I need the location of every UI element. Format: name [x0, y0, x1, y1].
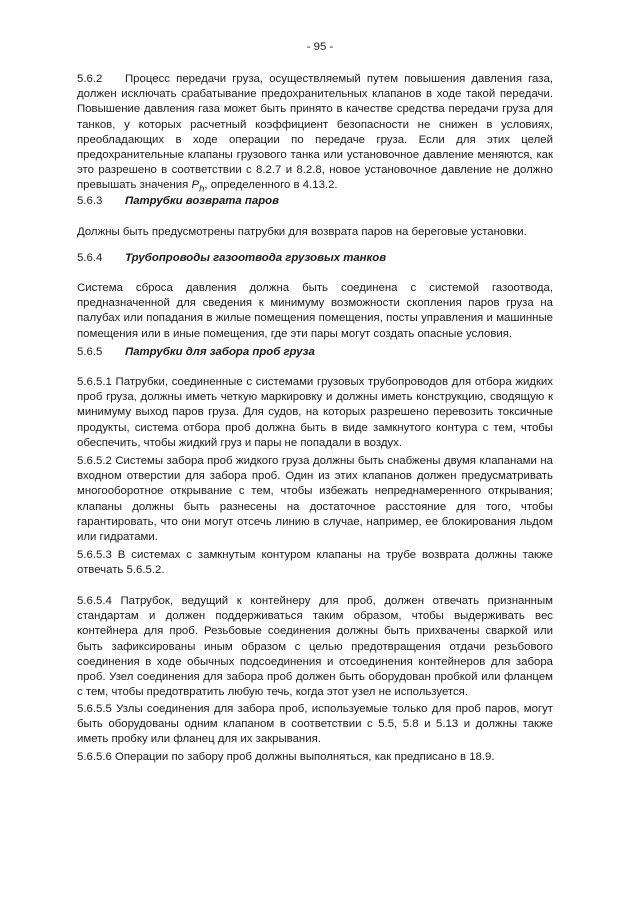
- paragraph-5-6-5-2: 5.6.5.2 Системы забора проб жидкого груза должны быть снабжены двумя клапанами на входном отверстии для забора проб. Один из этих клапанов должен предусматривать многооборотное открывание с тем, чтобы избежать непреднамеренного открывания; клапаны должны быть разнесены на достаточное расстояние для того, чтобы гарантировать, что они могут отсечь линию в случае, например, ее блокирования льдом или гидратами.: [77, 455, 553, 544]
- heading-5-6-4: [77, 251, 553, 266]
- paragraph-5-6-3: Должны быть предусмотрены патрубки для возврата паров на береговые установки.: [77, 226, 527, 238]
- heading-title: Патрубки возврата паров: [125, 195, 279, 207]
- paragraph-5-6-5-1: 5.6.5.1 Патрубки, соединенные с системами грузовых трубопроводов для отбора жидких проб груза, должны иметь четкую маркировку и должны иметь конструкцию, сводящую к минимуму выход паров груза. Для судов, на которых разрешено перевозить токсичные продукты, система отбора проб должна быть в виде замкнутого контура с тем, чтобы обеспечить, чтобы жидкий груз и пары не попадали в воздух.: [77, 376, 553, 449]
- heading-number: 5.6.3: [77, 195, 103, 207]
- paragraph-number: 5.6.2: [77, 73, 103, 85]
- paragraph-5-6-5-6: 5.6.5.6 Операции по забору проб должны выполняться, как предписано в 18.9.: [77, 751, 495, 763]
- paragraph-5-6-4: Система сброса давления должна быть соединена с системой газоотвода, предназначенной для сведения к минимуму возможности скопления паров груза на палубах или попадания в жилые помещения помещения, посты управления и машинные помещения или в иные помещения, где эти пары могут создать опасные условия.: [77, 282, 553, 340]
- paragraph-5-6-2: [77, 72, 553, 197]
- symbol-subscript: h: [199, 183, 205, 195]
- paragraph-5-6-5-3: 5.6.5.3 В системах с замкнутым контуром клапаны на трубе возврата должны также отвечать 5.6.5.2.: [77, 549, 553, 577]
- symbol-p: P: [191, 179, 200, 192]
- paragraph-text-end: , определенного в 4.13.2.: [204, 179, 338, 192]
- heading-number: 5.6.4: [77, 252, 103, 264]
- paragraph-5-6-5-4: 5.6.5.4 Патрубок, ведущий к контейнеру для проб, должен отвечать признанным стандартам и должен поддерживаться таким образом, чтобы выдерживать вес контейнера для проб. Резьбовые соединения должны быть прихвачены сваркой или быть зафиксированы иным образом с целью предотвращения отдачи резьбового соединения в ходе обычных подсоединения и отсоединения контейнеров для забора проб. Узел соединения для забора проб должен быть оборудован пробкой или фланцем с тем, чтобы предотвратить любую течь, когда этот узел не используется.: [77, 595, 553, 699]
- heading-number: 5.6.5: [77, 346, 103, 358]
- heading-5-6-5: [77, 345, 553, 360]
- heading-title: Патрубки для забора проб груза: [125, 346, 315, 358]
- paragraph-text: Процесс передачи груза, осуществляемый путем повышения давления газа, должен исключать срабатывание предохранительных клапанов в ходе такой передачи. Повышение давления газа может быть принято в качестве средства передачи груза для танков, у которых расчетный коэффициент безопасности не снижен в условиях, преобладающих в ходе операции по передаче груза. Если для этих целей предохранительные клапаны грузового танка или установочное давление меняются, как это разрешено в соответствии с 8.2.7 и 8.2.8, новое установочное давление не должно превышать значения: [77, 73, 553, 192]
- heading-title: Трубопроводы газоотвода грузовых танков: [125, 252, 387, 264]
- heading-5-6-3: [77, 194, 553, 209]
- page-number: - 95 -: [306, 41, 334, 53]
- paragraph-5-6-5-5: 5.6.5.5 Узлы соединения для забора проб, используемые только для проб паров, могут быть оборудованы одним клапаном в соответствии с 5.5, 5.8 и 5.13 и должны также иметь пробку или фланец для их закрывания.: [77, 703, 553, 746]
